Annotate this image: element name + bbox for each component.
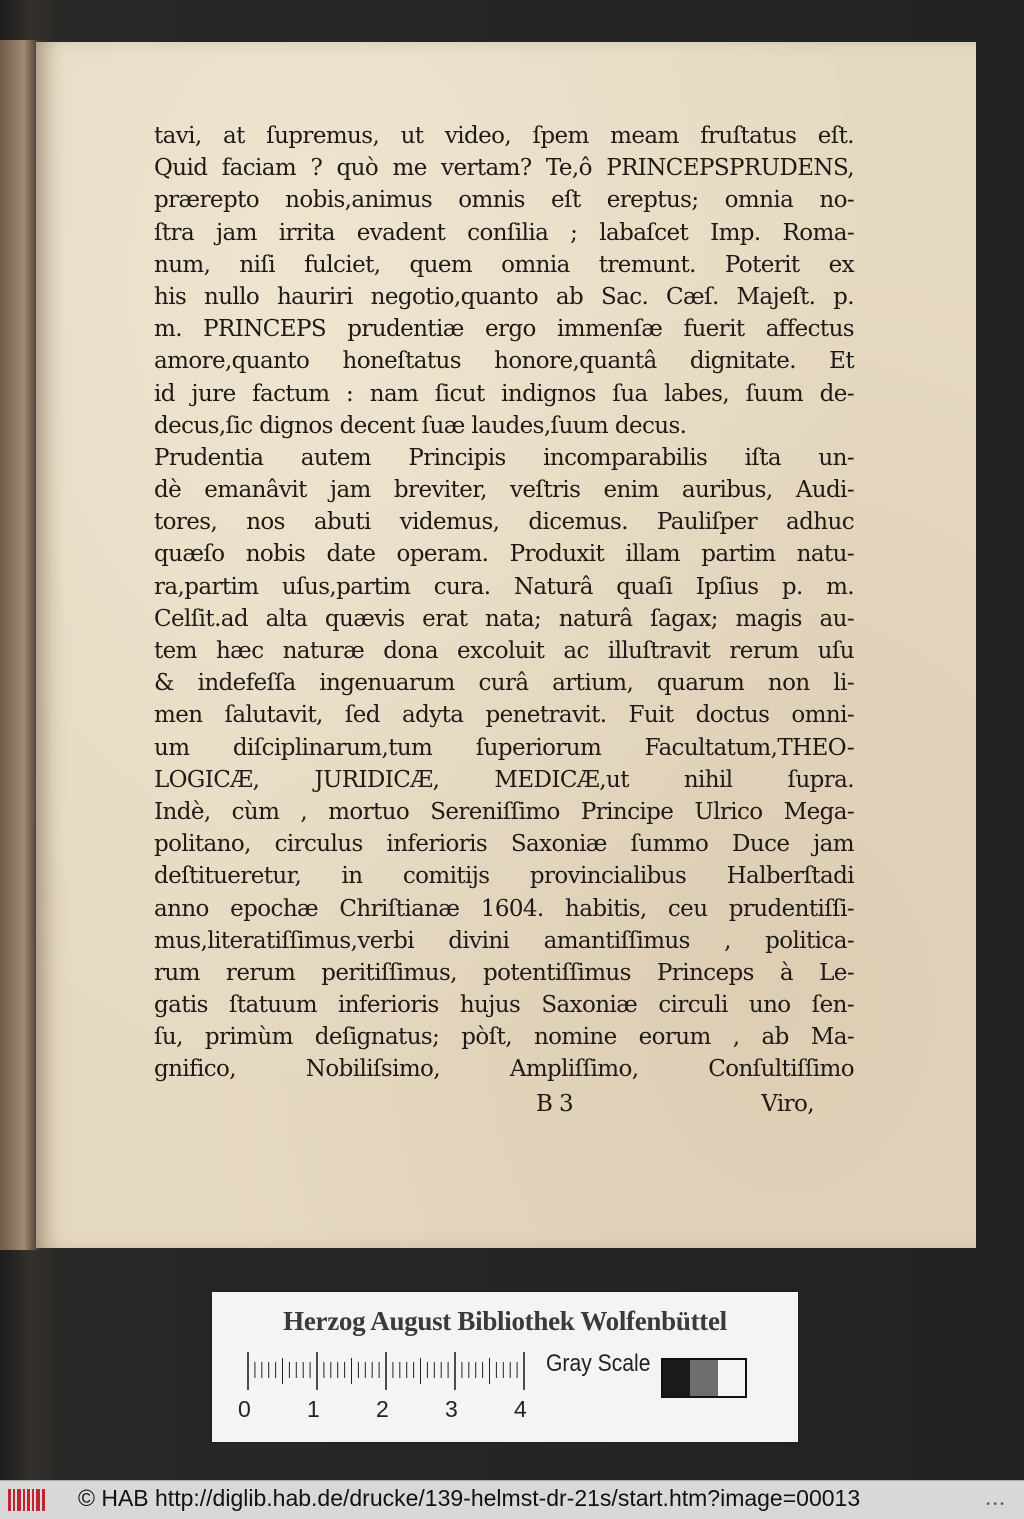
text-line: politano, circulus inferioris Saxoniæ ſummo Duce jam bbox=[154, 831, 854, 858]
gray-swatches bbox=[661, 1358, 747, 1398]
text-line: Indè, cùm , mortuo Sereniſſimo Principe Ulrico Mega- bbox=[154, 798, 854, 825]
text-line: ſtra jam irrita evadent conſilia ; labaſcet Imp. Roma- bbox=[154, 219, 854, 246]
text-line: Prudentia autem Principis incomparabilis iſta un- bbox=[154, 444, 854, 471]
text-line: tores, nos abuti videmus, dicemus. Pauliſper adhuc bbox=[154, 509, 854, 536]
text-line: dè emanâvit jam breviter, veſtris enim auribus, Audi- bbox=[154, 477, 854, 504]
signature-mark: B 3 bbox=[536, 1090, 574, 1117]
text-line: m. PRINCEPS prudentiæ ergo immenſæ fuerit affectus bbox=[154, 316, 854, 343]
text-line: anno epochæ Chriſtianæ 1604. habitis, ceu prudentiſſi- bbox=[154, 895, 854, 922]
library-name: Herzog August Bibliothek Wolfenbüttel bbox=[283, 1306, 727, 1336]
text-line: id jure factum : nam ſicut indignos ſua labes, ſuum de- bbox=[154, 380, 854, 407]
source-url[interactable]: © HAB http://diglib.hab.de/drucke/139-helmst-dr-21s/start.htm?image=00013 bbox=[78, 1485, 861, 1511]
text-line: rum rerum peritiſſimus, potentiſſimus Princeps à Le- bbox=[154, 959, 854, 986]
scale-number: 1 bbox=[307, 1396, 320, 1422]
book-page bbox=[36, 42, 976, 1248]
page-footer bbox=[154, 1088, 814, 1120]
scale-number: 4 bbox=[514, 1396, 527, 1422]
page-text bbox=[154, 120, 854, 1120]
scale-number: 3 bbox=[445, 1396, 458, 1422]
more-icon[interactable]: ••• bbox=[985, 1499, 1006, 1510]
text-line: quæſo nobis date operam. Produxit illam partim natu- bbox=[154, 541, 854, 568]
text-line: gnifico, Nobiliſsimo, Ampliſſimo, Conſultiſſimo bbox=[154, 1056, 854, 1083]
text-line: men ſalutavit, ſed adyta penetravit. Fuit doctus omni- bbox=[154, 702, 854, 729]
swatch-mid bbox=[690, 1360, 717, 1396]
text-line: his nullo hauriri negotio,quanto ab Sac. Cæſ. Majeſt. p. bbox=[154, 283, 854, 310]
color-target-card bbox=[212, 1292, 798, 1442]
scale-numbers bbox=[238, 1396, 538, 1426]
text-line: tem hæc naturæ dona excoluit ac illuſtravit rerum uſu bbox=[154, 638, 854, 664]
text-line: deſtitueretur, in comitijs provincialibus Halberſtadi bbox=[154, 863, 854, 890]
text-line: tavi, at ſupremus, ut video, ſpem meam fruſtatus eſt. bbox=[154, 123, 854, 149]
text-line: ra,partim uſus,partim cura. Naturâ quaſi Ipſius p. m. bbox=[154, 573, 854, 600]
scale-number: 2 bbox=[376, 1396, 389, 1422]
text-line: ſu, primùm deſignatus; pòſt, nomine eorum , ab Ma- bbox=[154, 1024, 854, 1051]
catchword: Viro, bbox=[761, 1090, 814, 1117]
text-line: mus,literatiſſimus,verbi divini amantiſſimus , politica- bbox=[154, 927, 854, 954]
gray-scale-label: Gray Scale bbox=[546, 1350, 651, 1377]
text-line: decus,ſic dignos decent ſuæ laudes,ſuum decus. bbox=[154, 412, 687, 439]
text-line: Celſit.ad alta quævis erat nata; naturâ ſagax; magis au- bbox=[154, 605, 854, 632]
swatch-light bbox=[718, 1360, 745, 1396]
text-line: um diſciplinarum,tum ſuperiorum Facultatum,THEO- bbox=[154, 734, 854, 761]
previous-page-edge bbox=[0, 40, 40, 1250]
text-line: Quid faciam ? quò me vertam? Te,ô PRINCEPSPRUDENS, bbox=[154, 155, 854, 182]
text-line: prærepto nobis,animus omnis eſt ereptus; omnia no- bbox=[154, 187, 854, 214]
text-line: & indefeſſa ingenuarum curâ artium, quarum non li- bbox=[154, 670, 854, 697]
scale-number: 0 bbox=[238, 1396, 251, 1422]
text-line: num, niſi fulciet, quem omnia tremunt. Poterit ex bbox=[154, 251, 854, 278]
text-line: gatis ſtatuum inferioris hujus Saxoniæ circuli uno ſen- bbox=[154, 992, 854, 1019]
status-bar bbox=[0, 1480, 1024, 1519]
swatch-dark bbox=[663, 1360, 690, 1396]
text-line: amore,quanto honeſtatus honore,quantâ dignitate. Et bbox=[154, 348, 854, 375]
text-line: LOGICÆ, JURIDICÆ, MEDICÆ,ut nihil ſupra. bbox=[154, 766, 854, 793]
barcode-icon[interactable] bbox=[8, 1489, 46, 1511]
scale-ruler bbox=[246, 1352, 536, 1392]
